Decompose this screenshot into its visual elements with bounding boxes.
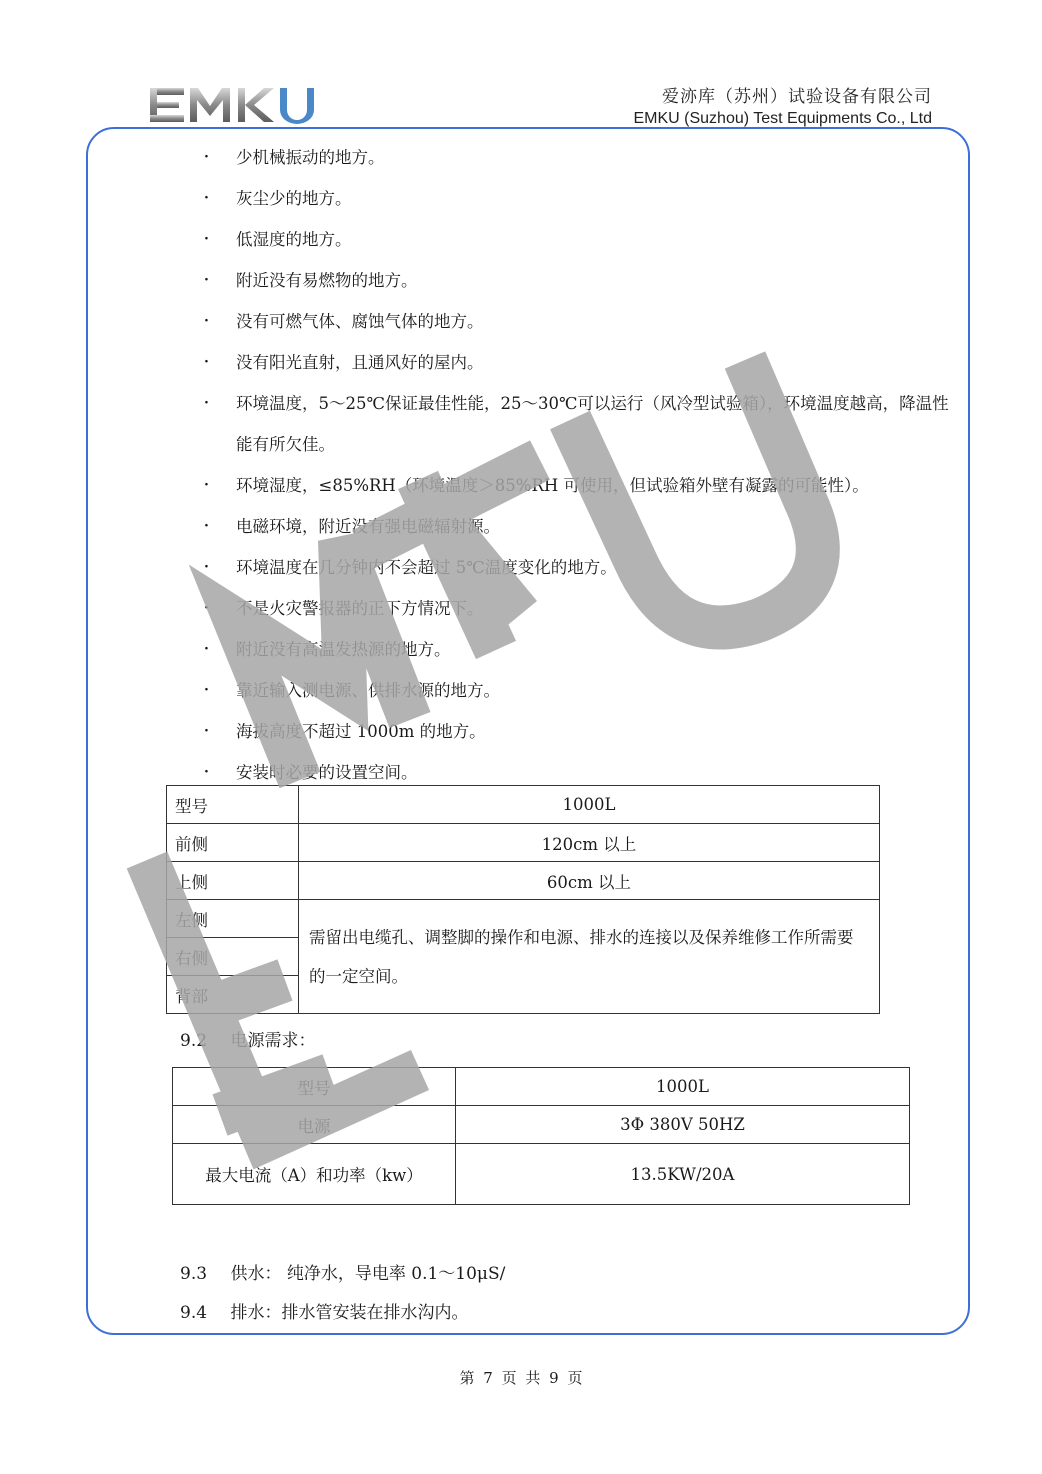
- section-title: 电源需求：: [230, 1031, 316, 1051]
- table-cell: 13.5KW/20A: [456, 1144, 910, 1205]
- bullet-icon: ·: [204, 395, 209, 411]
- list-item: · 少机械振动的地方。: [204, 137, 954, 178]
- bullet-icon: ·: [204, 600, 209, 616]
- list-item: · 没有阳光直射，且通风好的屋内。: [204, 342, 954, 383]
- table-cell-label: 型号: [167, 786, 299, 824]
- company-name-en: EMKU (Suzhou) Test Equipments Co., Ltd: [633, 110, 932, 127]
- list-item: · 环境温度在几分钟内不会超过 5℃温度变化的地方。: [204, 547, 954, 588]
- table-cell: 型号: [173, 1068, 456, 1106]
- list-item: · 没有可燃气体、腐蚀气体的地方。: [204, 301, 954, 342]
- list-item: · 海拔高度不超过 1000m 的地方。: [204, 711, 954, 752]
- bullet-icon: ·: [204, 272, 209, 288]
- bullet-icon: ·: [204, 149, 209, 165]
- table-cell: 1000L: [456, 1068, 910, 1106]
- table-cell-label: 左侧: [167, 900, 299, 938]
- page-number: 第 7 页 共 9 页: [459, 1369, 583, 1387]
- list-item: · 环境湿度，≤85%RH（环境温度＞85%RH 可使用，但试验箱外壁有凝露的可能性）。: [204, 465, 954, 506]
- bullet-icon: ·: [204, 313, 209, 329]
- emku-logo-icon: [148, 84, 316, 126]
- section-number: 9.2: [180, 1031, 208, 1051]
- list-item: · 灰尘少的地方。: [204, 178, 954, 219]
- table-row: [167, 900, 880, 938]
- table-cell-merged-note: 需留出电缆孔、调整脚的操作和电源、排水的连接以及保养维修工作所需要的一定空间。: [299, 900, 880, 1014]
- bullet-icon: ·: [204, 723, 209, 739]
- list-item: · 附近没有易燃物的地方。: [204, 260, 954, 301]
- company-logo: [148, 84, 316, 126]
- bullet-icon: ·: [204, 559, 209, 575]
- section-number: 9.3: [180, 1264, 208, 1284]
- table-cell-value: 1000L: [299, 786, 880, 824]
- bullet-icon: ·: [204, 682, 209, 698]
- bullet-icon: ·: [204, 477, 209, 493]
- table-cell: 电源: [173, 1106, 456, 1144]
- table-cell-label: 前侧: [167, 824, 299, 862]
- bullet-icon: ·: [204, 354, 209, 370]
- list-item: · 安装时必要的设置空间。: [204, 752, 954, 793]
- list-item: · 环境温度，5～25℃保证最佳性能，25～30℃可以运行（风冷型试验箱），环境温度越高，降温性能有所欠佳。: [204, 383, 954, 465]
- list-item: · 靠近输入测电源、供排水源的地方。: [204, 670, 954, 711]
- section-number: 9.4: [180, 1303, 208, 1323]
- bullet-icon: ·: [204, 764, 209, 780]
- bullet-icon: ·: [204, 518, 209, 534]
- table-cell-value: 60cm 以上: [299, 862, 880, 900]
- company-name-block: [633, 82, 932, 128]
- section-9-3: [180, 1259, 505, 1284]
- bullet-icon: ·: [204, 231, 209, 247]
- section-9-4: [180, 1298, 468, 1323]
- table-row: [173, 1144, 910, 1205]
- list-item: · 电磁环境，附近没有强电磁辐射源。: [204, 506, 954, 547]
- table-cell: 3Φ 380V 50HZ: [456, 1106, 910, 1144]
- company-name-cn: 爱洂库（苏州）试验设备有限公司: [662, 87, 932, 107]
- list-item: · 低湿度的地方。: [204, 219, 954, 260]
- table-cell-label: 上侧: [167, 862, 299, 900]
- section-text: 排水：排水管安装在排水沟内。: [230, 1303, 469, 1323]
- section-text: 供水： 纯净水，导电率 0.1～10μS/: [230, 1264, 506, 1284]
- table-row: [167, 786, 880, 824]
- power-requirement-table: [172, 1067, 910, 1205]
- list-item: · 不是火灾警报器的正下方情况下。: [204, 588, 954, 629]
- site-requirements-list: [204, 137, 954, 793]
- table-row: [167, 862, 880, 900]
- table-cell: 最大电流（A）和功率（kw）: [173, 1144, 456, 1205]
- installation-space-table: [166, 785, 880, 1014]
- list-item: · 附近没有高温发热源的地方。: [204, 629, 954, 670]
- table-cell-value: 120cm 以上: [299, 824, 880, 862]
- section-9-2-heading: [180, 1026, 315, 1051]
- bullet-icon: ·: [204, 641, 209, 657]
- table-cell-label: 背部: [167, 976, 299, 1014]
- table-row: [173, 1106, 910, 1144]
- table-row: [167, 824, 880, 862]
- bullet-icon: ·: [204, 190, 209, 206]
- table-row: [173, 1068, 910, 1106]
- table-cell-label: 右侧: [167, 938, 299, 976]
